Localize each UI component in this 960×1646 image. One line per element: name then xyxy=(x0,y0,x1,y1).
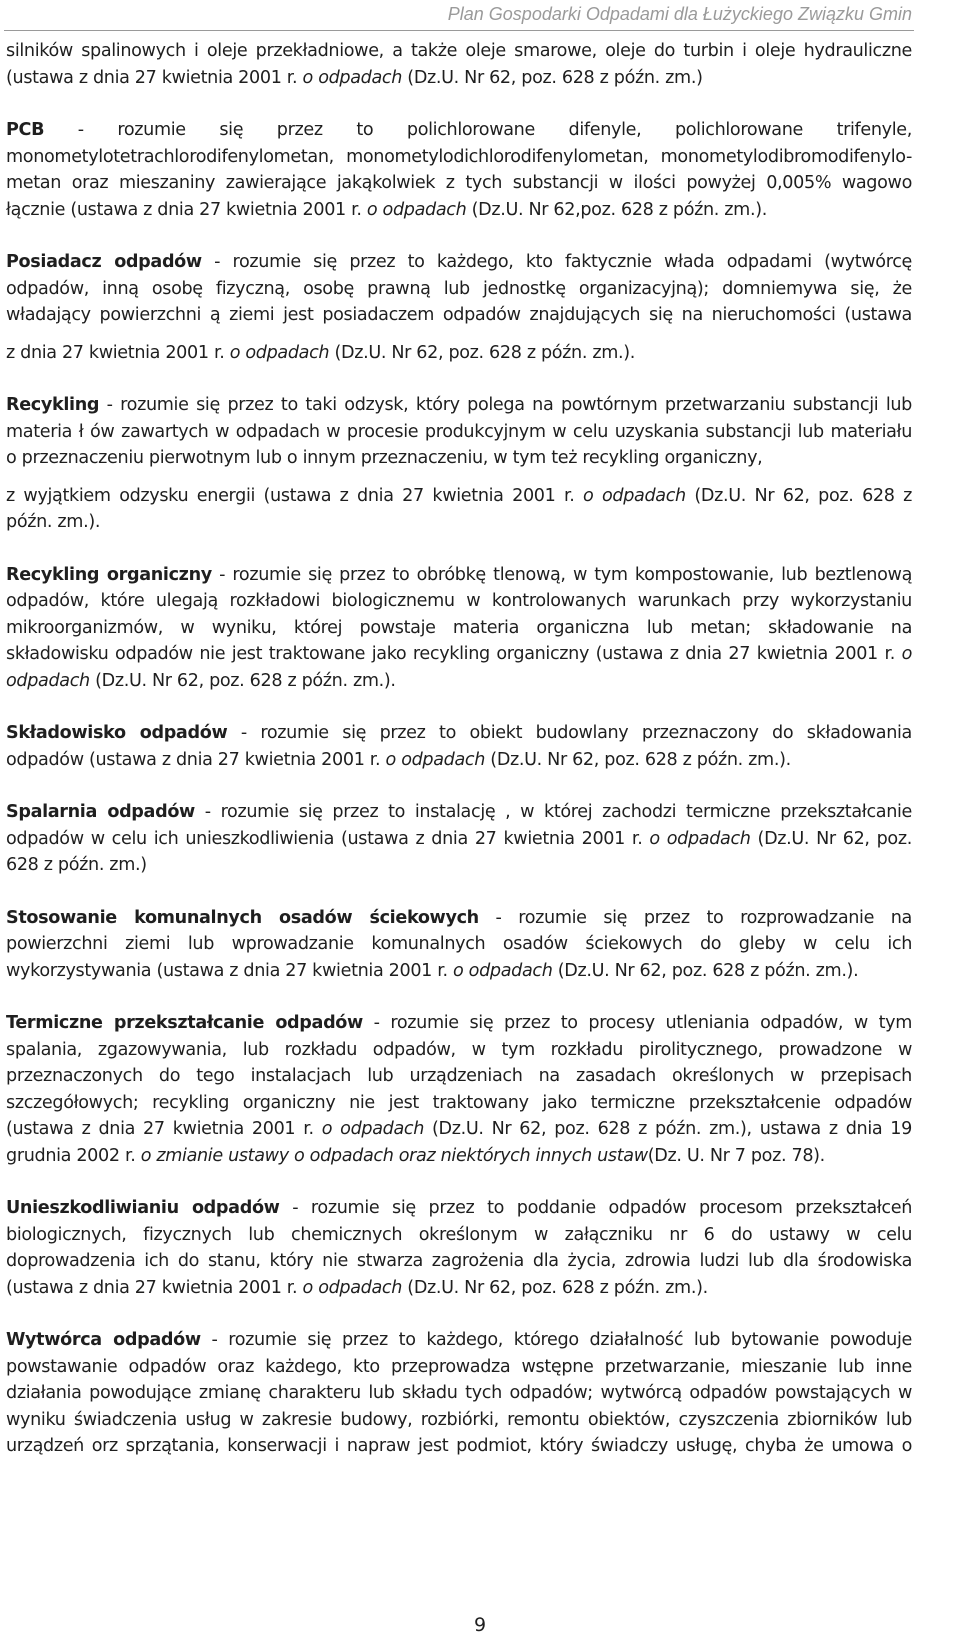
definition-recykling xyxy=(6,392,912,536)
text-line: szczegółowych; recykling organiczny nie jest traktowany jako termiczne przekształcenie odpadów xyxy=(6,1092,912,1113)
text-line: 628 z późn. zm.) xyxy=(6,855,147,875)
text-line: wyniku świadczenia usług w zakresie budowy, rozbiórki, remontu obiektów, czyszczenia zbiorników lub xyxy=(6,1409,912,1430)
definition-spalarnia-odpadow xyxy=(6,799,912,879)
text-line: działania powodujące zmianę charakteru lub składu tych odpadów; wytwórcą odpadów powstających w xyxy=(6,1383,912,1403)
text-line: z wyjątkiem odzysku energii (ustawa z dnia 27 kwietnia 2001 r. o odpadach (Dz.U. Nr 62, poz. 628 z xyxy=(6,485,913,506)
definition-recykling-organiczny xyxy=(6,562,912,695)
text-line: PCB - rozumie się przez to polichlorowane difenyle, polichlorowane trifenyle, xyxy=(6,120,912,140)
definition-term: Recykling organiczny xyxy=(6,564,212,585)
text-line: Termiczne przekształcanie odpadów - rozumie się przez to procesy utleniania odpadów, w tym xyxy=(6,1013,912,1033)
text-line: metan oraz mieszaniny zawierające jakąkolwiek z tych substancji w ilości powyżej 0,005% wagowo xyxy=(6,173,912,193)
definition-pcb xyxy=(6,117,912,223)
document-body xyxy=(6,38,912,1460)
text-line: (ustawa z dnia 27 kwietnia 2001 r. o odpadach (Dz.U. Nr 62, poz. 628 z późn. zm.). xyxy=(6,1277,708,1298)
text-line: biologicznych, fizycznych lub chemicznych określonym w załączniku nr 6 do ustawy w celu xyxy=(6,1224,912,1245)
definition-termiczne-przeksztalcanie xyxy=(6,1010,912,1169)
text-line: monometylotetrachlorodifenylometan, monometylodichlorodifenylometan, monometylodibromodifenylo- xyxy=(6,146,912,167)
text-line: mikroorganizmów, w wyniku, której powstaje materia organiczna lub metan; składowanie na xyxy=(6,617,912,638)
text-line: późn. zm.). xyxy=(6,512,101,532)
text-line: odpadach (Dz.U. Nr 62, poz. 628 z późn. zm.). xyxy=(6,670,396,691)
text-line: władający powierzchni ą ziemi jest posiadaczem odpadów znajdujących się na nieruchomości (ustawa xyxy=(6,305,912,325)
definition-skladowisko-odpadow xyxy=(6,720,912,773)
definition-term: Recykling xyxy=(6,395,100,415)
text-line: (ustawa z dnia 27 kwietnia 2001 r. o odpadach (Dz.U. Nr 62, poz. 628 z późn. zm.) xyxy=(6,67,703,88)
text-line: odpadów (ustawa z dnia 27 kwietnia 2001 r. o odpadach (Dz.U. Nr 62, poz. 628 z późn. zm.). xyxy=(6,749,791,770)
page-number: 9 xyxy=(473,1614,487,1636)
text-line: Recykling - rozumie się przez to taki odzysk, który polega na powtórnym przetwarzaniu substancji lub xyxy=(6,395,912,415)
definition-term: Wytwórca odpadów xyxy=(6,1330,201,1350)
running-header: Plan Gospodarki Odpadami dla Łużyckiego Związku Gmin xyxy=(447,4,912,24)
text-line: składowisku odpadów nie jest traktowane jako recykling organiczny (ustawa z dnia 27 kwietnia 2001 r. o xyxy=(6,644,912,664)
text-line: wykorzystywania (ustawa z dnia 27 kwietnia 2001 r. o odpadach (Dz.U. Nr 62, poz. 628 z późn. zm.). xyxy=(6,960,859,981)
definition-term: Składowisko odpadów xyxy=(6,723,228,743)
text-line: grudnia 2002 r. o zmianie ustawy o odpadach oraz niektórych innych ustaw(Dz. U. Nr 7 poz. 78). xyxy=(6,1145,825,1166)
definition-term: Termiczne przekształcanie odpadów xyxy=(6,1013,363,1033)
text-line: Recykling organiczny - rozumie się przez to obróbkę tlenową, w tym kompostowanie, lub beztlenową xyxy=(6,564,912,585)
text-line: Stosowanie komunalnych osadów ściekowych - rozumie się przez to rozprowadzanie na xyxy=(6,907,912,928)
text-line: spalania, zgazowywania, lub rozkładu odpadów, w tym rozkładu pirolitycznego, prowadzone w xyxy=(6,1039,912,1060)
definition-unieszkodliwianie xyxy=(6,1195,912,1301)
text-line: urządzeń orz sprzątania, konserwacji i napraw jest podmiot, który świadczy usługę, chyba że umowa o xyxy=(6,1436,912,1456)
text-line: doprowadzenia ich do stanu, który nie stwarza zagrożenia dla życia, zdrowia ludzi lub dla środowiska xyxy=(6,1251,912,1271)
text-line: przeznaczonych do tego instalacjach lub urządzeniach na zasadach określonych w przepisach xyxy=(6,1066,912,1086)
text-line: Wytwórca odpadów - rozumie się przez to każdego, którego działalność lub bytowanie powoduje xyxy=(6,1330,912,1350)
text-line: Spalarnia odpadów - rozumie się przez to instalację , w której zachodzi termiczne przekształcanie xyxy=(6,802,913,822)
header-rule xyxy=(4,30,914,31)
text-line: odpadów, inną osobę fizyczną, osobę prawną lub jednostkę organizacyjną); domniemywa się, że xyxy=(6,278,912,299)
paragraph-continuation xyxy=(6,38,912,91)
text-line: łącznie (ustawa z dnia 27 kwietnia 2001 r. o odpadach (Dz.U. Nr 62,poz. 628 z późn. zm.). xyxy=(6,199,767,220)
text-line: Unieszkodliwianiu odpadów - rozumie się przez to poddanie odpadów procesom przekształceń xyxy=(6,1198,913,1218)
definition-term: Spalarnia odpadów xyxy=(6,802,195,822)
text-line: powierzchni ziemi lub wprowadzanie komunalnych osadów ściekowych do gleby w celu ich xyxy=(6,934,912,954)
definition-term: PCB xyxy=(6,120,45,140)
definition-term: Posiadacz odpadów xyxy=(6,252,202,272)
definition-wytworca-odpadow xyxy=(6,1327,912,1460)
text-line: odpadów w celu ich unieszkodliwienia (ustawa z dnia 27 kwietnia 2001 r. o odpadach (Dz.U. Nr 62, poz. xyxy=(6,828,912,849)
text-line: z dnia 27 kwietnia 2001 r. o odpadach (Dz.U. Nr 62, poz. 628 z późn. zm.). xyxy=(6,342,636,363)
text-line: silników spalinowych i oleje przekładniowe, a także oleje smarowe, oleje do turbin i oleje hydrauliczne xyxy=(6,41,912,61)
text-line: materia ł ów zawartych w odpadach w procesie produkcyjnym w celu uzyskania substancji lub materiału xyxy=(6,421,912,442)
text-line: Posiadacz odpadów - rozumie się przez to każdego, kto faktycznie włada odpadami (wytwórcę xyxy=(6,252,912,272)
text-line: Składowisko odpadów - rozumie się przez to obiekt budowlany przeznaczony do składowania xyxy=(6,723,912,743)
definition-term: Stosowanie komunalnych osadów ściekowych xyxy=(6,907,479,928)
text-line: powstawanie odpadów oraz każdego, kto przeprowadza wstępne przetwarzanie, mieszanie lub inne xyxy=(6,1356,912,1377)
definition-posiadacz-odpadow xyxy=(6,249,912,366)
definition-term: Unieszkodliwianiu odpadów xyxy=(6,1198,280,1218)
text-line: (ustawa z dnia 27 kwietnia 2001 r. o odpadach (Dz.U. Nr 62, poz. 628 z późn. zm.), ustawa z dnia 19 xyxy=(6,1119,912,1139)
definition-stosowanie-osadow xyxy=(6,905,912,985)
text-line: o przeznaczeniu pierwotnym lub o innym przeznaczeniu, w tym też recykling organiczny, xyxy=(6,448,763,468)
text-line: odpadów, które ulegają rozkładowi biologicznemu w kontrolowanych warunkach przy wykorzystaniu xyxy=(6,591,912,611)
